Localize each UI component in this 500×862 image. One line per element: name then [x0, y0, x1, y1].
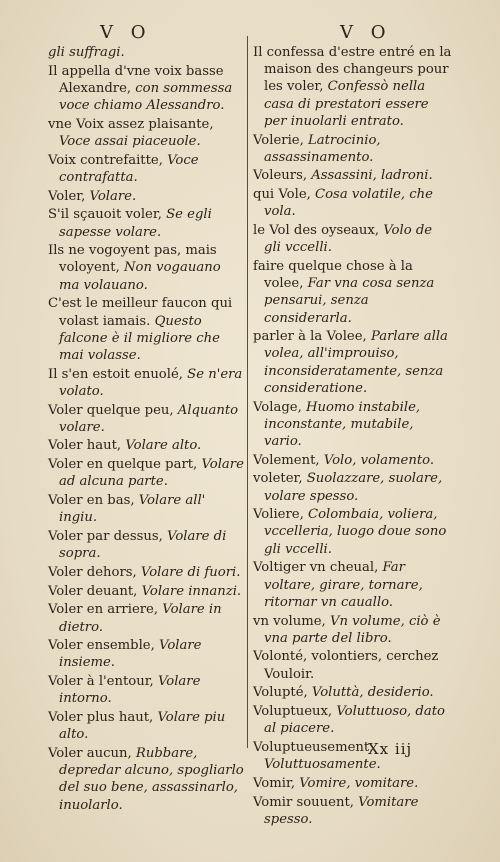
signature-mark: Xx iij [368, 740, 413, 758]
running-head-left: V O [100, 22, 152, 43]
dictionary-entry: le Vol des oyseaux, Volo de gli vccelli. [253, 223, 433, 256]
dictionary-entry: parler à la Volee, Parlare alla volea, all'improuiso, inconsideratamente, senza consideratione. [253, 329, 448, 396]
running-head-right: V O [340, 22, 392, 43]
dictionary-entry: Voler deuant, Volare innanzi. [48, 583, 242, 599]
dictionary-entry: Ils ne vogoyent pas, mais voloyent, Non vogauano ma volauano. [48, 243, 221, 293]
dictionary-entry: Voler aucun, Rubbare, depredar alcuno, spogliarlo del suo bene, assassinarlo, inuolarlo. [48, 745, 244, 813]
dictionary-entry: Il appella d'vne voix basse Alexandre, con sommessa voce chiamo Alessandro. [48, 63, 233, 114]
dictionary-entry: Voler plus haut, Volare piu alto. [48, 710, 226, 743]
dictionary-entry: gli suffragi. [48, 45, 125, 60]
dictionary-entry: Volerie, Latrocinio, assassinamento. [253, 132, 381, 165]
dictionary-entry: vne Voix assez plaisante, Voce assai piaceuole. [48, 116, 214, 150]
dictionary-entry: Voler haut, Volare alto. [48, 438, 202, 454]
dictionary-entry: qui Vole, Cosa volatile, che vola. [253, 187, 433, 220]
column-divider [247, 36, 248, 748]
dictionary-entry: Voler ensemble, Volare insieme. [48, 638, 202, 671]
dictionary-entry: Voler quelque peu, Alquanto volare. [48, 402, 239, 435]
dictionary-entry: Volement, Volo, volamento. [253, 452, 435, 468]
right-column [253, 44, 453, 829]
dictionary-entry: Il confessa d'estre entré en la maison des changeurs pour les voler, Confessò nella casa di prestatori essere per inuolarli entrato. [253, 45, 452, 129]
dictionary-entry: faire quelque chose à la volee, Far vna cosa senza pensarui, senza considerarla. [253, 258, 435, 326]
dictionary-entry: Voleurs, Assassini, ladroni. [253, 168, 433, 184]
dictionary-entry: Il s'en estoit enuolé, Se n'era volato. [48, 366, 243, 399]
dictionary-entry: Volupté, Voluttà, desiderio. [253, 685, 434, 701]
dictionary-entry: Voler en quelque part, Volare ad alcuna parte. [48, 457, 244, 490]
dictionary-entry: Voler dehors, Volare di fuori. [48, 564, 241, 580]
dictionary-entry: vn volume, Vn volume, ciò è vna parte del libro. [253, 613, 441, 646]
dictionary-entry: Voler en arriere, Volare in dietro. [48, 602, 222, 635]
dictionary-entry: Vomir, Vomire, vomitare. [253, 775, 419, 791]
dictionary-entry: Voluptueusement, Voluttuosamente. [253, 739, 381, 773]
dictionary-entry: Voler à l'entour, Volare intorno. [48, 674, 201, 707]
dictionary-entry: Voliere, Colombaia, voliera, vccelleria, luogo doue sono gli vccelli. [253, 507, 447, 557]
dictionary-entry: C'est le meilleur faucon qui volast iamais. Questo falcone è il migliore che mai volasse. [48, 296, 233, 363]
dictionary-entry: Voler, Volare. [48, 188, 137, 204]
dictionary-entry: Volage, Huomo instabile, inconstante, mutabile, vario. [253, 399, 421, 449]
dictionary-entry: Voltiger vn cheual, Far voltare, girare, tornare, ritornar vn cauallo. [253, 560, 423, 610]
dictionary-entry: Voluptueux, Voluttuoso, dato al piacere. [253, 704, 445, 737]
dictionary-entry: Voix contrefaitte, Voce contrafatta. [48, 152, 199, 185]
dictionary-entry: voleter, Suolazzare, suolare, volare spesso. [253, 471, 443, 504]
dictionary-entry: Volonté, volontiers, cerchez Vouloir. [253, 649, 439, 682]
dictionary-entry: Vomir souuent, Vomitare spesso. [253, 794, 419, 827]
left-column [48, 44, 244, 815]
dictionary-entry: Voler par dessus, Volare di sopra. [48, 528, 227, 562]
dictionary-entry: Voler en bas, Volare all' ingiu. [48, 493, 206, 526]
dictionary-entry: S'il sçauoit voler, Se egli sapesse volare. [48, 207, 212, 240]
